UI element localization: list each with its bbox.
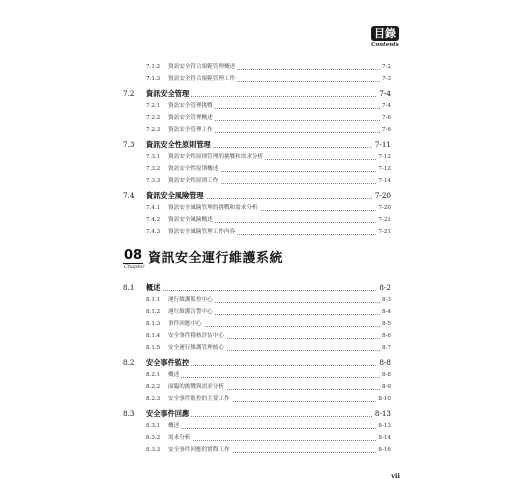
toc-dot-leader	[170, 377, 388, 378]
toc-subsection-entry[interactable]	[0, 151, 520, 163]
toc-subsection-entry[interactable]	[0, 175, 520, 187]
toc-subsection-entry[interactable]	[0, 393, 520, 405]
toc-entry-title: 資訊安全管理	[146, 89, 190, 98]
toc-entry-title: 資訊安全符合規範管理概述	[168, 61, 237, 73]
toc-entry-number: 7.3.3	[146, 178, 161, 184]
toc-entry-title: 安全事件稽核評估中心	[168, 330, 226, 342]
toc-entry-number: 7.2	[123, 89, 135, 98]
toc-entry-title: 資訊安全管理工作	[168, 124, 215, 136]
toc-entry-number: 8.2.2	[146, 384, 161, 390]
toc-entry-page: 7-4	[380, 100, 391, 112]
toc-entry-page: 8-14	[376, 432, 391, 444]
toc-entry-title: 概述	[146, 283, 161, 292]
toc-entry-number: 7.4.3	[146, 229, 161, 235]
toc-entry-title: 安全事件監控	[146, 358, 190, 367]
toc-subsection-entry[interactable]	[0, 381, 520, 393]
toc-entry-number: 7.1.3	[146, 76, 161, 82]
toc-entry-title: 需求分析	[168, 432, 192, 444]
toc-entry-number: 7.4	[123, 191, 135, 200]
toc-subsection-entry[interactable]	[0, 306, 520, 318]
toc-dot-leader	[170, 440, 388, 441]
toc-entry-page: 7-2	[380, 61, 391, 73]
page-number: vii	[391, 472, 400, 480]
chapter-heading	[123, 249, 403, 271]
toc-entry-page: 7-12	[376, 163, 391, 175]
toc-entry-title: 資訊安全管理概述	[168, 112, 215, 124]
toc-entry-number: 7.3.1	[146, 154, 161, 160]
toc-entry-number: 7.3	[123, 140, 135, 149]
toc-entry-page: 8-5	[380, 318, 391, 330]
toc-entry-number: 8.3.3	[146, 447, 161, 453]
toc-entry-number: 7.2.3	[146, 127, 161, 133]
toc-entry-title: 運行維護告警中心	[168, 306, 215, 318]
toc-entry-title: 資訊安全性原則概述	[168, 163, 220, 175]
toc-subsection-entry[interactable]	[0, 73, 520, 85]
toc-entry-number: 8.2.3	[146, 396, 161, 402]
toc-entry-page: 8-6	[380, 330, 391, 342]
toc-entry-page: 8-4	[380, 306, 391, 318]
contents-badge	[371, 22, 399, 49]
toc-entry-number: 8.1.1	[146, 297, 161, 303]
toc-entry-number: 7.4.1	[146, 205, 161, 211]
toc-entry-title: 資訊安全風險管理的挑戰和需求分析	[168, 202, 260, 214]
contents-badge-subtitle: Contents	[371, 42, 399, 48]
toc-entry-page: 7-11	[374, 140, 391, 149]
chapter-label: Chapter	[124, 264, 145, 270]
toc-entry-number: 8.3.1	[146, 423, 161, 429]
toc-entry-title: 安全事件回應的實際工作	[168, 444, 232, 456]
toc-entry-number: 8.1.4	[146, 333, 161, 339]
toc-subsection-entry[interactable]	[0, 163, 520, 175]
toc-entry-title: 安全事件監控的主要工作	[168, 393, 232, 405]
toc-entry-page: 8-2	[379, 283, 391, 292]
toc-entry-number: 8.2.1	[146, 372, 161, 378]
toc-subsection-entry[interactable]	[0, 61, 520, 73]
toc-dot-leader	[150, 290, 386, 291]
toc-subsection-entry[interactable]	[0, 369, 520, 381]
toc-subsection-entry[interactable]	[0, 444, 520, 456]
toc-subsection-entry[interactable]	[0, 124, 520, 136]
toc-subsection-entry[interactable]	[0, 318, 520, 330]
chapter-number: 08	[124, 248, 143, 263]
toc-subsection-entry[interactable]	[0, 202, 520, 214]
toc-section-entry[interactable]	[0, 87, 520, 100]
toc-entry-number: 8.1	[123, 283, 135, 292]
toc-subsection-entry[interactable]	[0, 432, 520, 444]
toc-entry-number: 8.3	[123, 409, 135, 418]
toc-entry-title: 資訊安全性原則管理	[146, 140, 211, 149]
toc-entry-page: 7-21	[376, 226, 391, 238]
toc-subsection-entry[interactable]	[0, 330, 520, 342]
toc-entry-page: 7-14	[376, 175, 391, 187]
toc-entry-number: 7.1.2	[146, 64, 161, 70]
toc-subsection-entry[interactable]	[0, 112, 520, 124]
toc-entry-title: 資訊安全風險概述	[168, 214, 215, 226]
chapter-title: 資訊安全運行維護系統	[148, 251, 284, 266]
toc-entry-title: 資訊安全性原則管理的挑戰和需求分析	[168, 151, 265, 163]
toc-section-entry[interactable]	[0, 407, 520, 420]
toc-entry-number: 8.3.2	[146, 435, 161, 441]
toc-entry-title: 事件回應中心	[168, 318, 204, 330]
toc-entry-page: 8-13	[376, 420, 391, 432]
toc-entry-page: 7-3	[380, 73, 391, 85]
toc-entry-number: 7.2.1	[146, 103, 161, 109]
toc-entry-page: 8-3	[380, 294, 391, 306]
toc-entry-title: 安全事件回應	[146, 409, 190, 418]
toc-dot-leader	[170, 428, 388, 429]
toc-subsection-entry[interactable]	[0, 342, 520, 354]
toc-section-entry[interactable]	[0, 281, 520, 294]
toc-entry-title: 資訊安全符合規範管理工作	[168, 73, 237, 85]
toc-entry-page: 7-12	[376, 151, 391, 163]
toc-entry-page: 7-20	[376, 202, 391, 214]
toc-subsection-entry[interactable]	[0, 214, 520, 226]
toc-entry-number: 8.1.2	[146, 309, 161, 315]
toc-entry-page: 7-21	[376, 214, 391, 226]
toc-entry-page: 7-4	[379, 89, 391, 98]
toc-entry-number: 8.1.5	[146, 345, 161, 351]
toc-section-entry[interactable]	[0, 356, 520, 369]
toc-entry-page: 8-8	[379, 358, 391, 367]
toc-entry-number: 7.2.2	[146, 115, 161, 121]
toc-entry-title: 資訊安全風險管理	[146, 191, 204, 200]
toc-entry-title: 安全運行維護管理核心	[168, 342, 226, 354]
toc-subsection-entry[interactable]	[0, 420, 520, 432]
toc-entry-title: 資訊安全管理挑戰	[168, 100, 215, 112]
toc-entry-page: 8-8	[380, 369, 391, 381]
toc-entry-number: 8.1.3	[146, 321, 161, 327]
toc-entry-page: 8-16	[376, 444, 391, 456]
toc-entry-page: 8-9	[380, 381, 391, 393]
contents-badge-title: 目錄	[371, 26, 399, 41]
toc-entry-page: 7-6	[380, 112, 391, 124]
toc-entry-page: 7-20	[374, 191, 391, 200]
toc-section-entry[interactable]	[0, 189, 520, 202]
toc-subsection-entry[interactable]	[0, 100, 520, 112]
toc-entry-page: 8-7	[380, 342, 391, 354]
toc-entry-title: 運行維護監控中心	[168, 294, 215, 306]
toc-entry-title: 概述	[168, 420, 181, 432]
toc-entry-page: 8-13	[374, 409, 391, 418]
toc-entry-number: 7.3.2	[146, 166, 161, 172]
toc-entry-title: 概述	[168, 369, 181, 381]
toc-entry-page: 8-10	[376, 393, 391, 405]
toc-entry-title: 資訊安全風險管理工作內容	[168, 226, 237, 238]
toc-entry-page: 7-6	[380, 124, 391, 136]
toc-section-entry[interactable]	[0, 138, 520, 151]
toc-entry-number: 7.4.2	[146, 217, 161, 223]
toc-entry-title: 資訊安全性原則工作	[168, 175, 220, 187]
toc-entry-title: 面臨的挑戰與需求分析	[168, 381, 226, 393]
toc-entry-number: 8.2	[123, 358, 135, 367]
toc-subsection-entry[interactable]	[0, 294, 520, 306]
toc-subsection-entry[interactable]	[0, 226, 520, 238]
